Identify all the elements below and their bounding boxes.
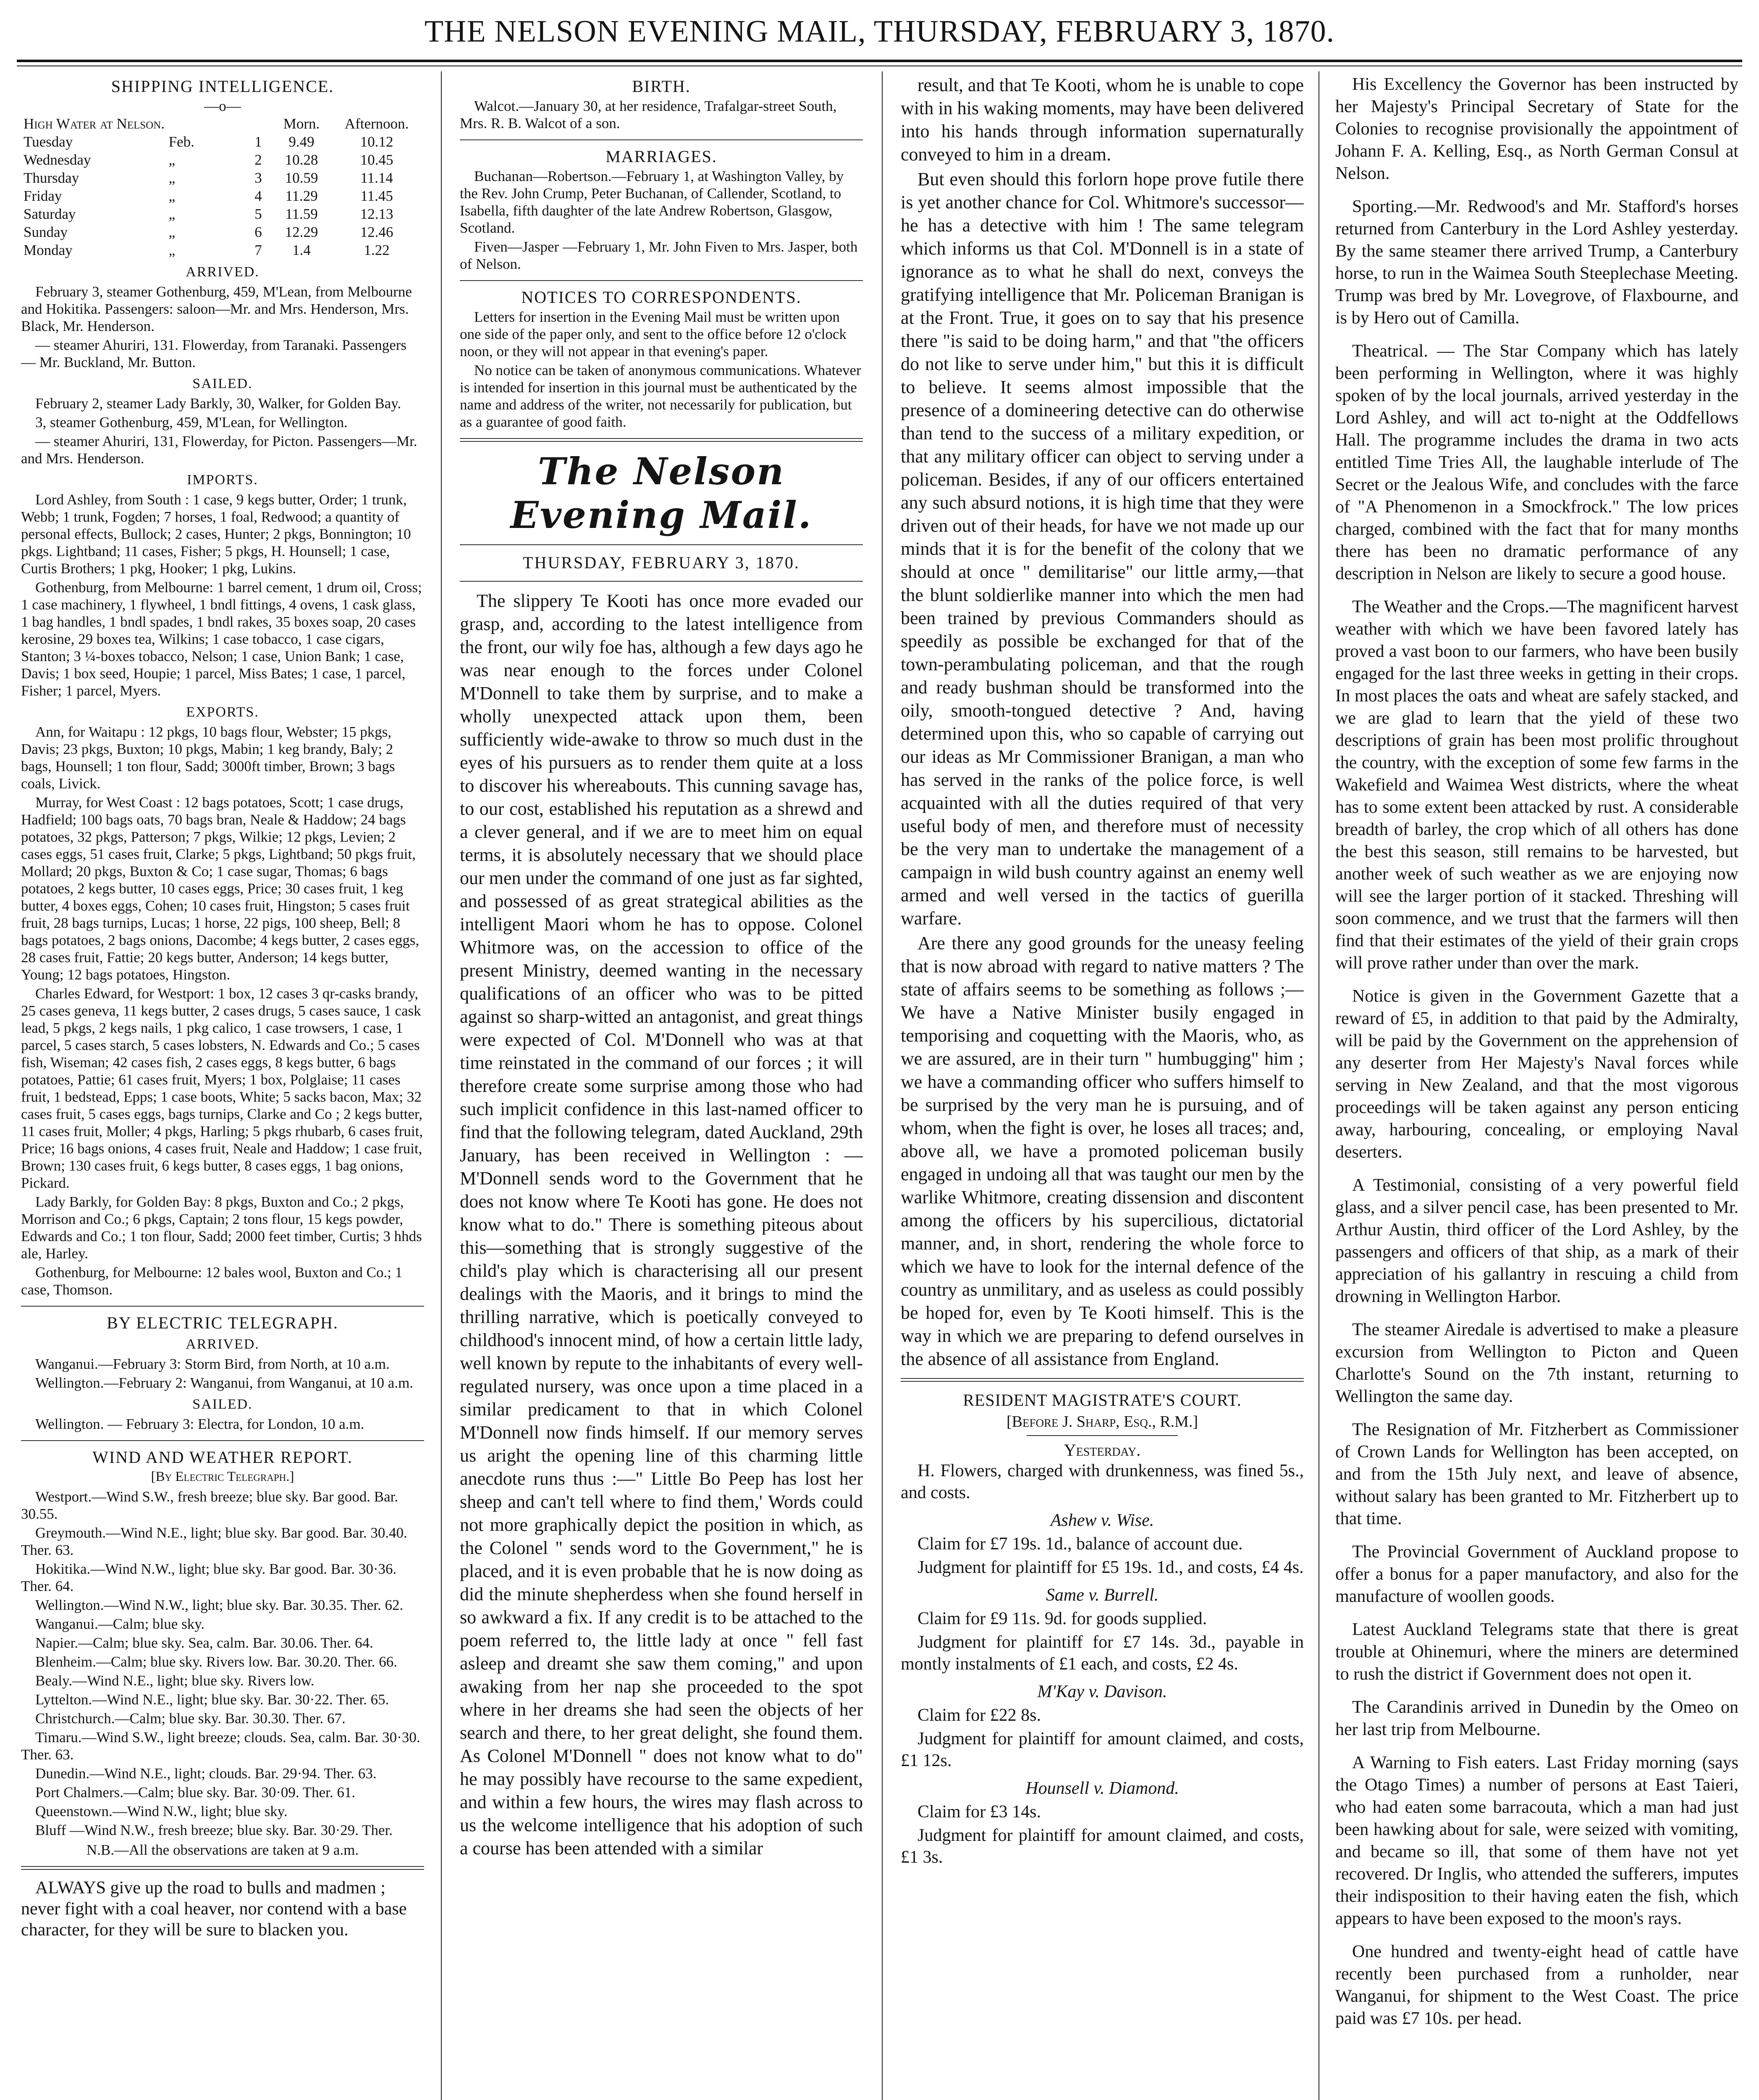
tide-day: Tuesday [24,134,73,150]
tide-aft: 10.45 [360,152,393,168]
shipping-heading: SHIPPING INTELLIGENCE. [111,77,334,96]
column-1 [21,74,424,2100]
telegraph-sailing: Wellington. — February 3: Electra, for London, 10 a.m. [35,1416,364,1432]
tide-day: Sunday [24,224,68,240]
tides-aft-header: Afternoon. [344,116,409,132]
tide-aft: 12.46 [360,224,393,240]
divider [901,1378,1304,1382]
weather-report: Port Chalmers.—Calm; blue sky. Bar. 30·09. Ther. 61. [35,1784,356,1801]
tide-row [21,205,424,223]
masthead-rule [17,60,1742,62]
tide-day: Wednesday [24,152,91,168]
news-paragraph: Sporting.—Mr. Redwood's and Mr. Stafford's horses returned from Canterbury in the Lord Ashley yesterday. By the same steamer there arrived Trump, a Canterbury horse, to run in the Waimea South Steeplechase Meeting. Trump was bred by Mr. Lovegrove, of Flaxbourne, and is by Hero out of Camilla. [1335,197,1738,328]
telegraph-arrival: Wellington.—February 2: Wanganui, from Wanganui, at 10 a.m. [35,1375,414,1391]
case-line: Claim for £7 19s. 1d., balance of account due. [918,1534,1243,1554]
tide-date: 6 [254,224,262,240]
tide-date: 5 [254,206,262,222]
arrived-heading: ARRIVED. [186,264,260,280]
editorial-continued [901,74,1304,1370]
news-paragraph: The Weather and the Crops.—The magnificent harvest weather with which we have been favored lately has proved a vast boon to our farmers, who have been busily engaged for the last three weeks in getting in their crops. In most places the oats and wheat are safely stacked, and we are glad to learn that the yield of these two descriptions of grain has been most prolific throughout the country, with the exception of some few farms in the Wakefield and Waimea West districts, where the wheat has to some extent been attacked by rust. A considerable breadth of barley, the crop which of all others has done the best this season, still remains to be harvested, but another week of such weather as we are enjoying now will see the larger portion of it stacked. Threshing will soon commence, and we trust that the farmers will then find that their estimates of the yield of their grain crops will prove rather under than over the mark. [1335,597,1738,973]
case-title: Ashew v. Wise. [1050,1511,1154,1530]
sailing-entry: 3, steamer Gothenburg, 459, M'Lean, for Wellington. [35,414,348,430]
export-entry: Murray, for West Coast : 12 bags potatoes, Scott; 1 case drugs, Hadfield; 100 bags oats, 70 bags bran, Neale & Haddow; 24 bags potatoes, 32 pkgs, Patterson; 7 pkgs, Wilkie; 12 pkgs, Levien; 2 cases eggs, 51 cases fruit, Clarke; 5 pkgs, Lightband; 50 pkgs fruit, Mollard; 20 pkgs, Buxton & Co; 1 case sugar, Thomas; 6 bags potatoes, 2 kegs butter, 10 cases eggs, Price; 30 cases fruit, 1 keg butter, 4 boxes eggs, Cohen; 10 cases fruit, Hingston; 5 cases fruit fruit, 28 bags turnips, Lucas; 1 horse, 22 pigs, 100 sheep, Bell; 8 bags potatoes, 2 bags onions, Dacombe; 4 kegs butter, 2 cases eggs, 28 cases fruit, Fattie; 20 kegs butter, Anderson; 14 kegs butter, Young; 12 bags potatoes, Hingston. [21,794,419,983]
export-entry: Ann, for Waitapu : 12 pkgs, 10 bags flour, Webster; 15 pkgs, Davis; 23 pkgs, Buxton; 10 pkgs, Mabin; 1 keg brandy, Baly; 2 bags, Hounsell; 1 ton flour, Sadd; 3000ft timber, Brown; 3 bags coals, Livick. [21,724,395,792]
weather-report: Hokitika.—Wind N.W., light; blue sky. Bar good. Bar. 30·36. Ther. 64. [21,1561,397,1594]
divider [460,139,863,140]
arrived-list [21,283,424,371]
case-line: Judgment for plaintiff for amount claimed, and costs, £1 12s. [901,1729,1304,1770]
telegraph-sailed-list [21,1415,424,1433]
tide-row [21,241,424,259]
divider [460,544,863,545]
export-entry: Gothenburg, for Melbourne: 12 bales wool, Buxton and Co.; 1 case, Thomson. [21,1264,403,1298]
news-paragraph: The Resignation of Mr. Fitzherbert as Commissioner of Crown Lands for Wellington has been accepted, on and from the 15th July next, and leave of absence, without salary has been granted to Mr. Fitzherbert up to that time. [1335,1420,1738,1528]
telegraph-arrival: Wanganui.—February 3: Storm Bird, from North, at 10 a.m. [35,1356,390,1372]
tide-month: „ [168,224,176,240]
tide-morn: 12.29 [285,224,318,240]
imports-list [21,491,424,699]
case-line: Claim for £9 11s. 9d. for goods supplied. [918,1609,1207,1628]
local-news [1335,74,1738,2030]
column-rule [441,71,442,2100]
import-entry: Gothenburg, from Melbourne: 1 barrel cement, 1 drum oil, Cross; 1 case machinery, 1 flywheel, 1 bndl fittings, 4 ovens, 1 cask glass, 1 bag handles, 1 bndl spades, 1 bndl rakes, 35 boxes soap, 20 cases kerosine, 29 boxes tea, Wilkins; 1 case tobacco, 1 case cigars, Stanton; 3 ¼-boxes tobacco, Nelson; 1 case, Union Bank; 1 case, Davis; 1 box seed, Houpie; 1 parcel, Miss Bates; 1 case, 1 parcel, Fisher; 1 parcel, Myers. [21,579,422,699]
marriage-notice: Buchanan—Robertson.—February 1, at Washington Valley, by the Rev. John Crump, Peter Buchanan, of Callender, Scotland, to Isabella, fifth daughter of the late Andrew Robertson, Glasgow, Scotland. [460,168,844,236]
column-4 [1335,74,1738,2100]
news-paragraph: The Provincial Government of Auckland propose to offer a bonus for a paper manufactory, and also for the manufacture of woollen goods. [1335,1542,1738,1606]
court-day: Yesterday. [1064,1441,1141,1460]
sailed-heading: SAILED. [192,376,253,391]
column-2 [460,74,863,2100]
telegraph-arrived-heading: ARRIVED. [186,1336,260,1352]
court-sub: [Before J. Sharp, Esq., R.M.] [1007,1413,1198,1431]
weather-report: Bealy.—Wind N.E., light; blue sky. Rivers low. [35,1672,315,1689]
news-paragraph: Latest Auckland Telegrams state that there is great trouble at Ohinemuri, where the miners are determined to rush the district if Government does not open it. [1335,1620,1738,1684]
editorial-paragraph: The slippery Te Kooti has once more evaded our grasp, and, according to the latest intelligence from the front, our wily foe has, although a few days ago he was near enough to the forces under Colonel M'Donnell to take them by surprise, and to make a wholly unexpected attack upon them, been sufficiently wide-awake to throw so much dust in the eyes of his pursuers as to render them quite at a loss to discover his whereabouts. This cunning savage has, to our cost, established his reputation as a shrewd and a clever general, and if we are to meet him on equal terms, it is absolutely necessary that we should place our men under the command of one just as far sighted, and possessed of as great strategical abilities as the intelligent Maori whom he has to oppose. Colonel Whitmore was, on the accession to office of the present Ministry, deemed wanting in the necessary qualifications of an officer who was to be pitted against so sharp-witted an antagonist, and great things were expected of Col. M'Donnell who was at that time reinstated in the command of our forces ; it will therefore create some surprise among those who had such implicit confidence in this last-named officer to find that the following telegram, dated Auckland, 29th January, has been received in Wellington : — M'Donnell sends word to the Government that he does not know where Te Kooti has gone. He does not know what to do." There is something piteous about this—something that is strongly suggestive of the child's play which is characterising all our present dealings with the Maoris, and it brings to mind the thrilling narrative, which is poetically conveyed to childhood's innocent mind, of how a certain little lady, well known by repute to the inhabitants of every well-regulated nursery, was once upon a time placed in a similar predicament to that in which Colonel M'Donnell now finds himself. If our memory serves us aright the opening line of this charming little anecdote runs thus :—" Little Bo Peep has lost her sheep and can't tell where to find them,' Words could not more graphically depict the position in which, as the Colonel " sends word to the Government," he is placed, and it is even probable that he is now doing as did the minute shepherdess when she found herself in so awkward a fix. If any credit is to be attached to the poem referred to, the little lady at once " fell fast asleep and dreamt she saw them coming," and upon awaking from her nap she proceeded to the spot where in her dreams she had seen the objects of her search and there, to her great delight, she found them. As Colonel M'Donnell " does not know what to do" he may possibly have recourse to the same expedient, and within a few hours, the wires may flash across to us the welcome intelligence that his adoption of such a course has been attended with a similar [460,591,863,1858]
correspondent-notice: Letters for insertion in the Evening Mail must be written upon one side of the paper only, and sent to the office before 12 o'clock noon, or they will not appear in that evening's paper. [460,309,847,360]
case-line: Judgment for plaintiff for amount claimed, and costs, £1 3s. [901,1826,1304,1867]
telegraph-heading: BY ELECTRIC TELEGRAPH. [107,1313,338,1332]
correspondents-heading: NOTICES TO CORRESPONDENTS. [521,288,802,307]
weather-report: Blenheim.—Calm; blue sky. Rivers low. Bar. 30.20. Ther. 66. [35,1654,397,1670]
weather-report: Timaru.—Wind S.W., light breeze; clouds. Sea, calm. Bar. 30·30. Ther. 63. [21,1729,420,1763]
divider [460,581,863,582]
column-3 [901,74,1304,2100]
divider [460,438,863,442]
tide-row [21,223,424,241]
arrival-entry: — steamer Ahuriri, 131. Flowerday, from Taranaki. Passengers — Mr. Buckland, Mr. Button. [21,337,407,370]
case-title: Same v. Burrell. [1046,1586,1159,1605]
news-paragraph: A Testimonial, consisting of a very powerful field glass, and a silver pencil case, has been presented to Mr. Arthur Austin, third officer of the Lord Ashley, by the passengers and officers of that ship, as a mark of their appreciation of his gallantry in rescuing a child from drowning in Wellington Harbor. [1335,1176,1738,1306]
editorial-paragraph: But even should this forlorn hope prove futile there is yet another chance for Col. Whitmore's successor—he has a detective with him ! The same telegram which informs us that Col. M'Donnell is in a state of ignorance as to what he shall do next, conveys the gratifying intelligence that Mr. Policeman Branigan is at the Front. True, it goes on to say that his presence there "is said to be doing harm," and that "the officers do not like to serve under him," but this it is difficult to believe. It seems almost impossible that the presence of a domineering detective can do otherwise than tend to the success of a military expedition, or that any military officer can object to serving under a policeman. Besides, if any of our officers entertained any such absurd notions, it is high time that they were driven out of their heads, for have we not made up our minds that it is for the benefit of the colony that we should at once " demilitarise" our little army,—that the blunt soldierlike manner into which the men had been trained by previous Commanders should as speedily as possible be exchanged for that of the town-perambulating policeman, and that the rough and ready bushman should be transformed into the oily, smooth-tongued detective ? And, having determined upon this, who so capable of carrying out our ideas as Mr Commissioner Branigan, a man who has served in the ranks of the police force, is well acquainted with all the duties required of that very useful body of men, and therefore must of necessity be the very man to undertake the management of a campaign in wild bush country against an enemy well armed and well versed in the tactics of guerilla warfare. [901,169,1304,929]
case-title: Hounsell v. Diamond. [1025,1779,1179,1798]
correspondents-list [460,308,863,430]
court-cases [901,1509,1304,1868]
weather-report: Lyttelton.—Wind N.E., light; blue sky. Bar. 30·22. Ther. 65. [35,1691,389,1708]
tide-row [21,169,424,187]
import-entry: Lord Ashley, from South : 1 case, 9 kegs butter, Order; 1 trunk, Webb; 1 trunk, Fogden; 7 horses, 1 foal, Redwood; a quantity of personal effects, Bullock; 2 cases, Hunter; 2 pkgs, Bonnington; 10 pkgs. Lightband; 11 cases, Fisher; 5 pkgs, H. Hounsell; 1 case, Curtis Brothers; 1 pkg, Hooker; 1 pkg, Lukins. [21,491,411,577]
tide-morn: 11.29 [285,188,318,204]
weather-report: Wellington.—Wind N.W., light; blue sky. Bar. 30.35. Ther. 62. [35,1597,404,1613]
birth-heading: BIRTH. [632,77,691,96]
marriage-list [460,168,863,273]
tide-day: Saturday [24,206,76,222]
editorial-text [460,589,863,1860]
tide-day: Friday [24,188,62,204]
editorial-paragraph: Are there any good grounds for the uneasy feeling that is now abroad with regard to native matters ? The state of affairs seems to be something as follows ;—We have a Native Minister busily engaged in temporising and coquetting with the Maoris, who, as we are assured, are in their turn " humbugging" him ; we have a commanding officer who suffers himself to be surprised by the very man he is pursuing, and of whom, when the fight is over, he loses all traces; and, above all, we have a promoted policeman busily engaged in undoing all that was taught our men by the warlike Whitmore, creating dissension and discontent among the officers by his supercilious, dictatorial manner, and, in short, rendering the whole force to which we have to look for the internal defence of the country as unmilitary, and as useless as could possibly be hoped for, even by Te Kooti himself. This is the way in which we are preparing to defend ourselves in the absence of all assistance from England. [901,933,1304,1369]
birth-notice: Walcot.—January 30, at her residence, Trafalgar-street South, Mrs. R. B. Walcot of a son. [460,98,837,131]
sailing-entry: — steamer Ahuriri, 131, Flowerday, for Picton. Passengers—Mr. and Mrs. Henderson. [21,433,417,467]
tide-month: „ [168,188,176,204]
paper-title: The Nelson Evening Mail. [510,449,813,537]
tides-body [21,133,424,259]
tides-label: High Water at Nelson. [24,116,165,132]
divider [21,1866,424,1870]
divider [21,1306,424,1307]
column-rule [882,71,883,2100]
weather-report: Greymouth.—Wind N.E., light; blue sky. Bar good. Bar. 30.40. Ther. 63. [21,1525,407,1558]
news-paragraph: A Warning to Fish eaters. Last Friday morning (says the Otago Times) a number of persons at East Taieri, who had eaten some barracouta, which a man had just been hawking about for sale, were seized with vomiting, and became so ill, that some of them have not yet recovered. Dr Inglis, who attended the sufferers, imputes their indisposition to their having eaten the fish, which appears to have been exposed to the moon's rays. [1335,1753,1738,1928]
arrival-entry: February 3, steamer Gothenburg, 459, M'Lean, from Melbourne and Hokitika. Passengers: saloon—Mr. and Mrs. Henderson, Mrs. Black, Mr. Henderson. [21,284,412,334]
correspondent-notice: No notice can be taken of anonymous communications. Whatever is intended for insertion in this journal must be authenticated by the name and address of the writer, not necessarily for publication, but as a guarantee of good faith. [460,362,861,430]
sailed-list [21,395,424,467]
tide-aft: 11.45 [360,188,393,204]
tide-date: 3 [254,170,262,186]
weather-report: Wanganui.—Calm; blue sky. [35,1616,205,1632]
news-paragraph: The Carandinis arrived in Dunedin by the Omeo on her last trip from Melbourne. [1335,1698,1738,1739]
tide-day: Thursday [24,170,79,186]
case-title: M'Kay v. Davison. [1037,1682,1167,1701]
divider [21,1440,424,1441]
weather-report: Bluff —Wind N.W., fresh breeze; blue sky. Bar. 30·29. Ther. [35,1822,393,1838]
tide-aft: 12.13 [360,206,393,222]
tides-table [21,115,424,259]
case-line: Judgment for plaintiff for £7 14s. 3d., payable in montly instalments of £1 each, and costs, £2 4s. [901,1633,1304,1674]
case-line: Claim for £3 14s. [918,1802,1041,1822]
tide-month: Feb. [168,134,194,150]
tide-day: Monday [24,242,73,258]
news-paragraph: One hundred and twenty-eight head of cattle have recently been purchased from a runholder, near Wanganui, for shipment to the West Coast. The price paid was £7 10s. per head. [1335,1942,1738,2028]
tide-aft: 1.22 [364,242,390,258]
editorial-date: THURSDAY, FEBRUARY 3, 1870. [523,553,800,572]
tide-row [21,151,424,169]
tide-morn: 9.49 [288,134,315,150]
exports-list [21,723,424,1298]
imports-heading: IMPORTS. [187,472,258,488]
weather-report: Napier.—Calm; blue sky. Sea, calm. Bar. 30.06. Ther. 64. [35,1635,373,1651]
tide-row [21,133,424,151]
tide-date: 4 [254,188,262,204]
bottom-notice: ALWAYS give up the road to bulls and madmen ; never fight with a coal heaver, nor contend with a base character, for they will be sure to blacken you. [21,1878,407,1940]
weather-report: Christchurch.—Calm; blue sky. Bar. 30.30. Ther. 67. [35,1710,346,1727]
tide-month: „ [168,242,176,258]
divider [1027,1435,1178,1436]
exports-heading: EXPORTS. [186,704,259,720]
tide-month: „ [168,206,176,222]
court-heading: RESIDENT MAGISTRATE'S COURT. [963,1391,1242,1410]
tides-header-row [21,115,424,133]
editorial-paragraph: result, and that Te Kooti, whom he is unable to cope with in his waking moments, may have been delivered into his hands through information supernaturally conveyed to him in a dream. [901,75,1304,165]
ornament: —o— [204,98,241,114]
telegraph-sailed-heading: SAILED. [192,1396,253,1412]
news-paragraph: Theatrical. — The Star Company which has lately been performing in Wellington, where it was highly spoken of by the local journals, arrived yesterday in the Lord Ashley, and will act to-night at the Oddfellows Hall. The programme includes the drama in two acts entitled Time Tries All, the laughable interlude of The Secret or the Jealous Wife, and concludes with the farce of "A Phenomenon in a Smockfrock." The low prices charged, combined with the fact that for many months there has been no dramatic performance of any description in Nelson are likely to secure a good house. [1335,341,1738,583]
divider [460,280,863,281]
masthead: THE NELSON EVENING MAIL, THURSDAY, FEBRUARY 3, 1870. [424,14,1335,49]
weather-list [21,1488,424,1839]
tides-morn-header: Morn. [283,116,320,132]
weather-note: N.B.—All the observations are taken at 9 a.m. [86,1842,359,1858]
news-paragraph: His Excellency the Governor has been instructed by her Majesty's Principal Secretary of State for the Colonies to recognise provisionally the appointment of Johann F. A. Kelling, Esq., as North German Consul at Nelson. [1335,75,1738,183]
tide-aft: 10.12 [360,134,393,150]
tide-morn: 10.28 [285,152,318,168]
tide-aft: 11.14 [360,170,393,186]
export-entry: Lady Barkly, for Golden Bay: 8 pkgs, Buxton and Co.; 2 pkgs, Morrison and Co.; 6 pkgs, Captain; 2 tons flour, 15 kegs powder, Edwards and Co.; 1 ton flour, Sadd; 2000 feet timber, Curtis; 3 hhds ale, Harley. [21,1194,422,1262]
case-line: Claim for £22 8s. [918,1706,1041,1725]
tide-morn: 10.59 [285,170,318,186]
tide-date: 1 [254,134,262,150]
tide-morn: 1.4 [292,242,311,258]
weather-report: Dunedin.—Wind N.E., light; clouds. Bar. 29·94. Ther. 63. [35,1765,377,1782]
sailing-entry: February 2, steamer Lady Barkly, 30, Walker, for Golden Bay. [35,395,401,412]
tide-month: „ [168,170,176,186]
weather-heading: WIND AND WEATHER REPORT. [92,1448,353,1467]
telegraph-arrived-list [21,1355,424,1391]
tide-row [21,187,424,205]
weather-report: Westport.—Wind S.W., fresh breeze; blue sky. Bar good. Bar. 30.55. [21,1488,398,1522]
tide-date: 7 [254,242,262,258]
weather-sub: [By Electric Telegraph.] [151,1469,294,1484]
news-paragraph: Notice is given in the Government Gazette that a reward of £5, in addition to that paid by the Admiralty, will be paid by the Government on the apprehension of any deserter from Her Majesty's Naval forces while serving in New Zealand, and that the most vigorous proceedings will be taken against any person enticing away, harbouring, concealing, or employing Naval deserters. [1335,987,1738,1162]
tide-month: „ [168,152,176,168]
tide-date: 2 [254,152,262,168]
case-line: Judgment for plaintiff for £5 19s. 1d., and costs, £4 4s. [918,1558,1304,1577]
news-paragraph: The steamer Airedale is advertised to make a pleasure excursion from Wellington to Picton and Queen Charlotte's Sound on the 7th instant, returning to Wellington the same day. [1335,1320,1738,1406]
export-entry: Charles Edward, for Westport: 1 box, 12 cases 3 qr-casks brandy, 25 cases geneva, 11 kegs butter, 2 cases drugs, 5 cases sauce, 1 cask lead, 5 pkgs, 2 kegs nails, 1 pkg calico, 1 case trowsers, 1 case, 1 parcel, 5 cases starch, 5 cases lobsters, N. Edwards and Co.; 5 cases fish, Wiseman; 42 cases fish, 2 cases eggs, 8 kegs butter, 6 bags potatoes, Pattie; 61 cases fruit, Myers; 1 box, Polglaise; 11 cases fruit, 1 bedstead, Epps; 1 case boots, White; 5 sacks bacon, Max; 32 cases fruit, 5 cases eggs, bags turnips, Clarke and Co ; 2 kegs butter, 11 cases fruit, Moller; 4 pkgs, Harling; 5 pkgs rhubarb, 6 cases fruit, Price; 16 bags onions, 4 cases fruit, Neale and Haddow; 1 case fruit, Brown; 130 cases fruit, 6 kegs butter, 8 cases eggs, 1 bag onions, Pickard. [21,985,423,1191]
tide-morn: 11.59 [285,206,318,222]
marriages-heading: MARRIAGES. [606,147,717,166]
weather-report: Queenstown.—Wind N.W., light; blue sky. [35,1803,288,1819]
marriage-notice: Fiven—Jasper —February 1, Mr. John Fiven to Mrs. Jasper, both of Nelson. [460,239,858,272]
court-intro: H. Flowers, charged with drunkenness, was fined 5s., and costs. [901,1461,1304,1502]
